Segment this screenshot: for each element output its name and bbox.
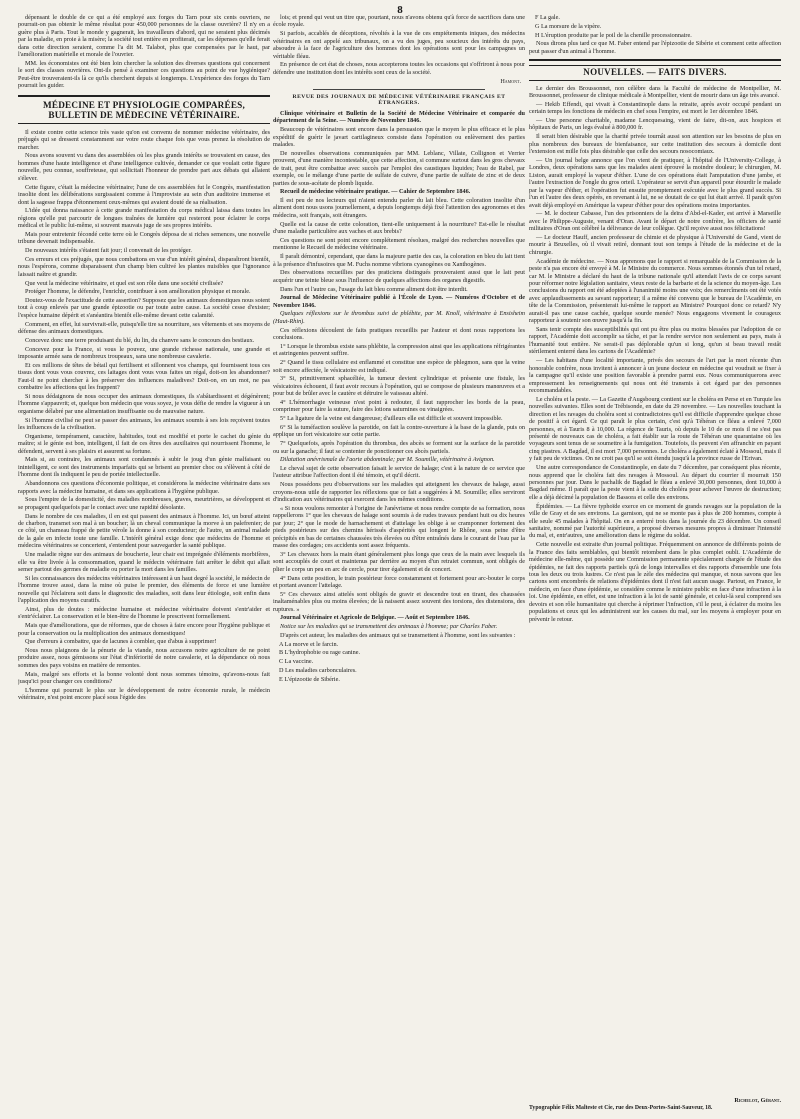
news-item: — Une personne charitable, madame Lencquesaing, vient de faire, dit-on, aux hospices et hôpitaux de Paris, un legs évalué à 800,000 fr. bbox=[529, 117, 781, 132]
news-item: — Les habitans d'une localité importante, privés des secours de l'art par la mort récente d'un honorable confrère, nous invitent à annoncer à un jeune docteur en médecine qui voudrait se fixer à la campagne qu'il existe une position favorable à prendre parmi eux. Nous communiquerons avec empressement les renseignements qui nous ont été transmis à cet égard par des personnes recommandables. bbox=[529, 357, 781, 394]
news-item: — M. le docteur Cabasse, l'un des prisonniers de la deïra d'Abd-el-Kader, est arrivé à Marseille avec le Philippe-Auguste, venant d'Oran. Avant le départ de notre confrère, les officiers de santé militaires d'Oran ont célébré la délivrance de leur collègue. Qu'il reçoive aussi nos félicitations! bbox=[529, 210, 781, 233]
separator bbox=[529, 59, 781, 61]
paragraph: Nous nous plaignons de la pénurie de la viande, nous accusons notre agriculture de ne point produire assez, nous gémissons sur l'état d'infériorité de notre cavalerie, et la dépendance où nous sommes des pays voisins en matière de remontes. bbox=[18, 647, 270, 669]
paragraph: Beaucoup de vétérinaires sont encore dans la persuasion que le moyen le plus efficace et le plus expéditif de guérir le javart cartilagineux consiste dans l'opération ou enlèvement des parties malades. bbox=[273, 126, 525, 148]
review-body bbox=[273, 110, 525, 683]
paragraph: Sous l'empire de la domesticité, des maladies nombreuses, graves, meurtrières, se développent et se propagent quelquefois par le contact avec une rapidité désolante. bbox=[18, 496, 270, 511]
news-item: Le choléra et la peste. — La Gazette d'Augsbourg contient sur le choléra en Perse et en Turquie les nouvelles suivantes. Elles sont de Trébisonde, en date du 29 novembre. — Les nouvelles touchant la direction et les ravages du choléra sont si contradictoires qu'il est difficile d'apprendre quelque chose de positif à cet égard. Ce qui paraît le plus certain, c'est qu'à Téhéran ce fléau a enlevé 7,000 personnes, et à Tauris 8 à 10,000. La régence de Tauris, où depuis le 10 de ce mois il ne s'est pas présenté de nouveaux cas de choléra, a fait établir sur la route de Téhéran une quarantaine où les voyageurs sont tenus de se soumettre à la fumigation. Toutefois, ils peuvent s'en affranchir en payant cinq piastres. A Bagdad, il est mort 7,000 personnes. Le choléra a également éclaté à Mossoul, mais il y fait peu de victimes. On ne croit pas qu'il se soit étendu jusqu'à la province russe de l'Erivan. bbox=[529, 395, 781, 463]
paragraph: Dans le nombre de ces maladies, il en est qui passent des animaux à l'homme. Ici, un bœuf atteint de charbon, transmet son mal à un boucher; là un cheval communique la morve à un palefrenier; de ce côté, un chameau frappé de petite vérole la donne à son conducteur; de l'autre, un animal malade de la gale en infecte toute une famille. L'intérêt général exige donc que médecins de l'homme et médecins vétérinaires se concertent, s'entendent pour sauvegarder la santé publique. bbox=[18, 512, 270, 550]
printer-imprint: Typographie Félix Malteste et Cie, rue des Deux-Portes-Saint-Sauveur, 18. bbox=[529, 1104, 713, 1111]
paragraph: Des observations recueillies par des praticiens distingués prouveraient aussi que le lait peut acquérir une teinte bleue sous l'influence de quelques affections des organes digestifs. bbox=[273, 269, 525, 284]
paragraph: Doutez-vous de l'exactitude de cette assertion? Supposez que les animaux domestiques nous soient tout à coup enlevés par une grande épizootie ou par toute autre cause. La société cesse d'exister; l'espèce humaine dépérit et s'anéantira bientôt elle-même devant cette calamité. bbox=[18, 297, 270, 319]
page-number: 8 bbox=[397, 4, 403, 16]
news-item: Une autre correspondance de Constantinople, en date du 7 décembre, par conséquent plus récente, nous apprend que le choléra fait des ravages à Mossoul. Au départ du courrier il mourrait 150 personnes par jour. Dans le pachalik de Bagdad le fléau a enlevé 30,000 personnes, dont 10,000 à Bagdad même. Il paraît que la peste vient à la suite du choléra pour achever l'œuvre de destruction; elle a déjà décimé la population de Bassora et celle des environs. bbox=[529, 464, 781, 501]
intro-text bbox=[273, 14, 525, 76]
paragraph: 1° Lorsque le thrombus existe sans phlébite, la compression ainsi que les applications réfrigérantes et astringentes peuvent suffire. bbox=[273, 342, 525, 358]
paragraph: Une maladie règne sur des animaux de boucherie, leur chair est imprégnée d'éléments morbifères, elle va être livrée à la consommation, quand le médecin vétérinaire fait arrêter le débit qui allait semer partout des germes de maladie ou porter la mort dans les familles. bbox=[18, 551, 270, 573]
paragraph: L'homme qui pourrait le plus sur le développement de notre économie rurale, le médecin vétérinaire, n'est point encore placé sous l'égide des bbox=[18, 686, 270, 702]
list-item: F La gale. bbox=[535, 14, 560, 21]
paragraph: MM. les économistes ont été bien loin chercher la solution des diverses questions qui concernent le sort des classes ouvrières. Ont-ils pensé à examiner ces questions au point de vue hygiénique? Peut-être trouveraient-ils là ce qu'ils cherchent depuis si longtemps. L'expérience des forges du Tarn pourrait les guider. bbox=[18, 60, 270, 90]
paragraph: Quelle est la cause de cette coloration, tient-elle uniquement à la nourriture? Est-elle le résultat d'une maladie particulière aux vaches et aux brebis? bbox=[273, 220, 525, 236]
paragraph: Si nous dédaignons de nous occuper des animaux domestiques, ils s'abâtardissent et dégénèrent; l'homme s'appauvrit; et, quelque bon médecin que vous soyez, je vous défie de rendre la vigueur à un organisme délabré par une alimentation insuffisante ou de mauvaise nature. bbox=[18, 392, 270, 415]
list-item: C La vaccine. bbox=[279, 658, 314, 666]
news-item: Sans tenir compte des susceptibilités qui ont pu être plus ou moins blessées par l'adoption de ce rapport, l'Académie doit accomplir sa tâche, et par la rendre service non seulement au pays, mais à l'humanité tout entière. Ne serait-il pas déplorable qu'un si long, qu'un si beau travail restât stérilement enterré dans les cartons de l'Académie? bbox=[529, 326, 781, 356]
paragraph: dépensant le double de ce qui a été employé aux forges du Tarn pour six cents ouvriers, ne pourrait-on pas obtenir le même résultat pour 450,000 personnes de la classe ouvrière? Il n'y en a guère plus à Paris. Tout le monde y gagnerait, les travailleurs d'abord, qui ne seraient plus décimés par la maladie, en proie à la misère; la société tout entière en profiterait, car les dépenses qu'elle ferait dans cette direction seraient, comme l'a dit M. Talabot, plus que compensées par le haut, par l'amélioration matérielle et morale de l'ouvrier. bbox=[18, 14, 270, 59]
paragraph: L'idée qui donna naissance à cette grande manifestation du corps médical laissa dans toutes les régions qu'elle put parcourir de longues traînées de lumière qui resteront pour éclairer le corps médical et le public lui-même, si souvent mauvais juge de ses propres intérêts. bbox=[18, 207, 270, 230]
paragraph: Concevez pour la France, si vous le pouvez, une grande richesse nationale, une grande et imposante armée sans de nombreux troupeaux, sans une nombreuse cavalerie. bbox=[18, 345, 270, 361]
news-item: Académie de médecine. — Nous apprenons que le rapport si remarquable de la Commission de la peste n'a pas encore été envoyé à M. le Ministre du commerce. Nous sommes étonnés d'un tel retard, car M. le Ministre a déclaré du haut de la tribune nationale qu'il attendait l'avis de ce corps savant pour réformer notre législation sanitaire, vieux reste de la barbarie et de la science du moyen-âge. Les conclusions du rapport ont été adoptées à l'unanimité moins une voix; des remercîments ont été votés avec applaudissements au savant rapporteur; il a même été convenu que le bureau de l'Académie, en tête de la Commission, présenterait lui-même le rapport au Ministre? Pourquoi donc ce retard? N'y aurait-il pas une cause cachée, quelque sourde menée? Nous engageons vivement le courageux rapporteur à soutenir son œuvre jusqu'à la fin. bbox=[529, 257, 781, 325]
article-body bbox=[18, 129, 270, 702]
news-item: — Hekib Effendi, qui vivait à Constantinople dans la retraite, après avoir occupé pendant un certain temps les fonctions de médecin en chef sous l'empire, est mort le 1er décembre 1846. bbox=[529, 100, 781, 116]
separator bbox=[313, 89, 485, 90]
paragraph: Ces questions ne sont point encore complétement résolues, malgré des recherches nouvelles que mentionne le Recueil de médecine vétérinaire. bbox=[273, 236, 525, 252]
paragraph: Nous avons souvent vu dans des assemblées où les plus grands intérêts se trouvaient en cause, des hommes d'une haute intelligence et d'une intelligence cultivée, demander ce que voulait cette figure nouvelle, peu connue, souffreteuse, qui sollicitait l'honneur de prendre part aux débats qui allaient s'élever. bbox=[18, 152, 270, 182]
paragraph: Mais que d'améliorations, que de réformes, que de choses à faire encore pour l'hygiène publique et pour la conservation ou la multiplication des animaux domestiques! bbox=[18, 622, 270, 637]
paragraph: Si les connaissances des médecins vétérinaires intéressent à un haut degré la société, le médecin de l'homme trouve aussi, dans la mine où puise le premier, des éléments de force et une lumière nouvelle qui l'éclairera soit dans le diagnostic des maladies, soit dans leur étiologie, soit enfin dans l'application des moyens curatifs. bbox=[18, 574, 270, 605]
column-right bbox=[529, 14, 781, 1112]
intro-text bbox=[18, 14, 270, 90]
paragraph: En présence de cet état de choses, nous accepterons toutes les occasions qui s'offriront à nous pour défendre une institution dont les intérêts sont ceux de la société. bbox=[273, 61, 525, 76]
column-middle bbox=[273, 14, 525, 1112]
paragraph: Il est peu de nos lecteurs qui n'aient entendu parler du lait bleu. Cette coloration insolite d'un aliment dont nous usons journellement, a depuis longtemps déjà fixé l'attention des agronomes et des médecins, soit français, soit étrangers. bbox=[273, 197, 525, 219]
paragraph: D'après cet auteur, les maladies des animaux qui se transmettent à l'homme, sont les suivantes : bbox=[280, 631, 516, 639]
journal-title: Journal de Médecine Vétérinaire publié à l'École de Lyon. — Numéros d'Octobre et de Novembre 1846. bbox=[273, 294, 525, 309]
news-heading: NOUVELLES. — FAITS DIVERS. bbox=[529, 65, 781, 80]
paragraph: Concevez donc une terre produisant du blé, du lin, du chanvre sans le concours des bestiaux. bbox=[25, 336, 255, 344]
paragraph: Dans l'un et l'autre cas, l'usage du lait bleu comme aliment doit être interdit. bbox=[280, 285, 468, 293]
editor-signature: Richelot, Gérant. bbox=[734, 1097, 781, 1104]
journal-title: Clinique vétérinaire et Bulletin de la Société de Médecine Vétérinaire et comparée du département de la Seine. — Numéro de Novembre 1846. bbox=[273, 109, 525, 125]
paragraph: Cette figure, c'était la médecine vétérinaire; l'une de ces assemblées fut le Congrès, manifestation insolite dont les délibérations surgissaient comme à l'improviste au sein d'un auditoire immense et dont la sagesse frappa d'étonnement ceux-mêmes qui avaient douté de sa réalisation. bbox=[18, 183, 270, 206]
paragraph: 6° Si la tuméfaction soulève la parotide, on fait la contre-ouverture à la base de la glande, puis on applique un fort vésicatoire sur cette partie. bbox=[273, 423, 525, 439]
paragraph: 3° Les chevaux hors la main étant généralement plus longs que ceux de la main avec lesquels ils sont accouplés de court et maintenus par derrière au moyen d'un retraiet commun, sont obligés de plier le corps un peu en arc de cercle, pour tirer également et de concert. bbox=[273, 550, 525, 573]
news-item: — Un journal belge annonce que l'on vient de pratiquer, à l'hôpital de l'University-College, à Londres, deux opérations sans que les malades aient éprouvé la moindre douleur; le chirurgien, M. Liston, aurait employé la vapeur d'éther. L'une de ces opérations était l'amputation d'une jambe, et l'autre l'extraction de l'ongle du gros orteil. L'opérateur se servit d'un appareil pour étourdir le malade par la vapeur d'éther, et l'opération fut ensuite promptement exécutée avec le plus grand succès. Si l'un et l'autre des deux opérés, en revenant à lui, ne se doutait de ce qui lui était arrivé. Il paraît qu'on avait déjà employé en Amérique la vapeur d'éther pour des opérations moins importantes. bbox=[529, 156, 781, 209]
news-item: Il serait bien désirable que la charité privée tournât aussi son attention sur les besoins de plus en plus nombreux des bureaux de bienfaisance, sur cette institution des secours à domicile dont l'extension est mille fois plus désirable que celle des secours nosocomiaux. bbox=[529, 133, 781, 156]
paragraph: Et ces millions de têtes de bétail qui fertilisent et sillonnent vos champs, qui fournissent tous ces tissus dont vous vous couvrez, ces laitages dont vous vous faites un régal, doit-on les abandonner? Faut-il ne point chercher à les préserver des influences maladives? Doit-on, en un mot, ne pas combattre les affections qui les frappent? bbox=[18, 361, 270, 392]
news-item: Cette nouvelle est extraite d'un journal politique. Fréquemment on annonce de différents points de la France des faits semblables, qui bientôt retombent dans le plus complet oubli. L'Académie de médecine elle-même, qui possède une Commission permanente spécialement chargée de l'étude des épidémies, ne fait des rapports partiels qu'à de longs intervalles et des rapports d'ensemble une fois tous les deux ou trois lustres. Ce n'est pas le zèle des médecins qui manque, et nous savons que les cartons sont encombrés de relations d'épidémies dont il n'est fait aucun usage. Partout, en France, le médecin, en face d'une épidémie, se considère comme le ministre public en face d'une infraction à la loi. Une épidémie, en effet, est une infraction à la loi de santé générale, et celui-là seul comprend ses devoirs et son rôle humanitaire qui cherche à réprimer l'infraction, s'il le peut, à éclairer du moins les populations et ceux qui les administrent sur les causes du mal, sur les moyens à employer pour en prévenir le retour. bbox=[529, 541, 781, 623]
paragraph: 5° La ligature de la veine est dangereuse; d'ailleurs elle est difficile et souvent impossible. bbox=[280, 415, 503, 423]
disease-list-continued bbox=[529, 14, 781, 55]
list-item: H L'éruption produite par le poil de la chenille processionnaire. bbox=[535, 31, 692, 39]
journal-title: Recueil de médecine vétérinaire pratique. — Cahier de Septembre 1846. bbox=[280, 188, 471, 196]
paragraph: Que d'erreurs à combattre, que de lacunes à combler, que d'abus à supprimer! bbox=[25, 638, 217, 646]
paragraph: 4° Dans cette position, le train postérieur force constamment et fortement pour arc-bouter le corps et portant avancer l'attelage. bbox=[273, 574, 525, 590]
author-signature: Hamont. bbox=[500, 78, 521, 86]
paragraph: Si parfois, accablés de déceptions, révoltés à la vue de ces empiétements iniques, des médecins vétérinaires en ont appelé aux tribunaux, on a vu des juges, peu soucieux des intérêts du pays, absoudre à la face de l'agriculture des hommes dont les opérations sont pour les campagnes un véritable fléau. bbox=[273, 30, 525, 60]
paragraph: 5° Ces chevaux ainsi attelés sont obligés de gravir et descendre tout en tirant, des chaussées inaltaménables plus ou moins élevées; de là naissent assez souvent des torsions, des distensions, des ruptures. » bbox=[273, 590, 525, 613]
list-item: A La morve et le farcin. bbox=[279, 640, 339, 648]
paragraph: 3° Si, primitivement sphacéliée, la tumeur devient cylindrique et présente une fistule, les vésicatoires échouent, il faut avoir recours à l'opération, qui se compose de plusieurs manœuvres et a pour but de brûler avec le cautère et détruire le vaisseau altéré. bbox=[273, 375, 525, 398]
news-item: Le dernier des Broussonnet, non célèbre dans la Faculté de médecine de Montpellier, M. Broussonnet, professeur de clinique médicale à Montpellier, vient de mourir dans un âge très avancé. bbox=[529, 84, 781, 100]
paragraph: Protéger l'homme, le défendre, l'enrichir, contribuer à son amélioration physique et morale. bbox=[25, 288, 251, 296]
paragraph: Le cheval sujet de cette observation faisait le service de halage; c'est à la nature de ce service que l'auteur attribue l'affection dont il été témoin, et qu'il décrit. bbox=[273, 465, 525, 480]
section-heading-review: REVUE DES JOURNAUX DE MÉDECINE VÉTÉRINAIRE FRANÇAIS ET ÉTRANGERS. bbox=[292, 93, 506, 107]
paragraph: Si l'homme civilisé ne peut se passer des animaux, les animaux soumis à ses lois reçoivent toutes les influences de la civilisation. bbox=[18, 416, 270, 432]
list-item: E L'épizootie de Sibérie. bbox=[279, 675, 340, 683]
paragraph: Il existe contre cette science très vaste qu'on est convenu de nommer médecine vétérinaire, des préjugés qui se dressent constamment sur votre route chaque fois que vous prenez la résolution de marcher. bbox=[18, 128, 270, 151]
paragraph: 4° L'hémorrhagie veineuse n'est point à redouter, il faut rapprocher les bords de la peau, comprimer pour faire la suture, faire des lotions saturnines ou vinaigrées. bbox=[273, 398, 525, 414]
paragraph: 2° Quand le tissu cellulaire est enflammé et constitue une espèce de phlegmon, sans que la veine soit encore affectée, le vésicatoire est indiqué. bbox=[273, 359, 525, 374]
paragraph: De nouveaux intérêts s'étaient fait jour; il convenait de les protéger. bbox=[25, 247, 192, 255]
news-item: — Le docteur Hauff, ancien professeur de chimie et de physique à l'Université de Gand, vient de mourir à Bruxelles, où il vivait retiré, donnant tout son temps à l'étude de la médecine et de la chirurgie. bbox=[529, 234, 781, 256]
list-item: G La morsure de la vipère. bbox=[535, 22, 602, 30]
list-item: B L'hydrophobie ou rage canine. bbox=[279, 649, 361, 657]
article-subtitle: Quelques réflexions sur le thrombus suivi de phlébite, par M. Knoll, vétérinaire à Ensisheim (Haut-Rhin). bbox=[273, 310, 525, 325]
section-heading-veterinary: MÉDECINE ET PHYSIOLOGIE COMPARÉES, BULLETIN DE MÉDECINE VÉTÉRINAIRE. bbox=[18, 95, 270, 124]
paragraph: De nouvelles observations communiquées par MM. Leblanc, Villate, Collignon et Verrier prouvent, d'une manière incontestable, que cette affection, si commune surtout dans les gros chevaux de trait, peut être combattue avec succès par l'emploi des caustiques liquides; l'eau de Rabel, par exemple, ou le mélange d'une partie de sulfate de cuivre, d'une partie de sulfate de zinc et de deux parties de sous-acétate de plomb liquide. bbox=[273, 149, 525, 187]
news-body bbox=[529, 85, 781, 624]
journal-title: Journal Vétérinaire et Agricole de Belgique. — Août et Septembre 1846. bbox=[280, 614, 470, 622]
article-subtitle: Notice sur les maladies qui se transmettent des animaux à l'homme; par Charles Faber. bbox=[280, 623, 498, 631]
list-item: D Les maladies carbonculaires. bbox=[279, 666, 357, 674]
paragraph: Mais pour entretenir fécondé cette terre où le Congrès déposa de si riches semences, une nouvelle tribune devenait indispensable. bbox=[18, 230, 270, 246]
paragraph: Comment, en effet, lui survivrait-elle, puisqu'elle tire sa nourriture, ses vêtements et ses moyens de défense des animaux domestiques. bbox=[18, 320, 270, 336]
footer bbox=[529, 1097, 781, 1112]
paragraph: Ainsi, plus de doutes : médecine humaine et médecine vétérinaire doivent s'entr'aider et s'entr'éclairer. La conservation et le bien-être de l'homme le prescrivent formellement. bbox=[18, 605, 270, 621]
paragraph: lois; et prend qui veut un titre que, pourtant, nous n'avons obtenu qu'à force de sacrifices dans une école royale. bbox=[273, 14, 525, 29]
paragraph: Que veut la médecine vétérinaire, et quel est son rôle dans une société civilisée? bbox=[25, 279, 224, 287]
column-left bbox=[18, 14, 270, 1112]
paragraph: Ces erreurs et ces préjugés, que nous combattons en vue d'un intérêt général, disparaîtront bientôt, nous l'espérons, comme disparaissent d'un champ bien cultivé les plantes nuisibles que l'ignorance laissait naître et grandir. bbox=[18, 255, 270, 278]
news-item: Épidémies. — La fièvre typhoïde exerce en ce moment de grands ravages sur la population de la ville de Gray et de ses environs. La garnison, qui ne se monte pas à plus de 200 hommes, compte à elle seule 45 malades à l'hôpital. On en a enterré trois dans la journée du 23 décembre. Un conseil sanitaire, nommé par l'autorité supérieure, a proposé diverses mesures propres à diminuer l'intensité du mal, et, entr'autres, une amélioration dans le régime du soldat. bbox=[529, 502, 781, 540]
paragraph: Mais, malgré ses efforts et la bonne volonté dont nous sommes témoins, qu'avons-nous fait jusqu'ici pour changer ces conditions? bbox=[18, 670, 270, 686]
paragraph: Abandonnons ces questions d'économie politique, et considérons la médecine vétérinaire dans ses rapports avec la médecine humaine, et dans ses applications à l'hygiène publique. bbox=[18, 480, 270, 495]
paragraph: Il paraît démontré, cependant, que dans la majeure partie des cas, la coloration en bleu du lait tient à la présence d'infusoires que M. Fuchs nomme vibrions cyanogènes ou Xanthogènes. bbox=[273, 253, 525, 268]
paragraph: Organisme, tempérament, caractère, habitudes, tout est modifié et porte le cachet du génie du maître; si le génie est bon, intelligent, il fait de ces êtres des auxiliaires qui nourrissent l'homme, le défendent, servent à ses plaisirs et assurent sa fortune. bbox=[18, 432, 270, 455]
paragraph: Ces réflexions découlent de faits pratiques recueillis par l'auteur et dont nous rapportons les conclusions. bbox=[273, 326, 525, 342]
paragraph: Mais si, au contraire, les animaux sont condamnés à subir le joug d'un génie malfaisant ou inintelligent, ce sont des instruments imparfaits qui se brisent au premier choc ou s'élèvent à côté de l'homme dont ils indiquent le peu de portée intellectuelle. bbox=[18, 456, 270, 479]
paragraph: Nous possédons peu d'observations sur les maladies qui atteignent les chevaux de halage, aussi croyons-nous utile de rapporter les réflexions que ce fait a suggérées à M. Soumille; elles serviront d'indication aux vétérinaires qui exercent dans les mêmes conditions. bbox=[273, 481, 525, 504]
paragraph: « Si nous voulons remonter à l'origine de l'anévrisme et nous rendre compte de sa formation, nous rappellerons 1° que les chevaux de halage sont soumis à de rudes travaux pendant huit ou dix heures par jour; 2° que le mode de harnachement et d'attelage les oblige à se cramponner fortement des pieds postérieurs sur des chemins hérissés d'aspérités qui longent le Rhône, sous peine d'être précipités en bas de certaines chaussées très élevées ou d'être entraînés dans le courant de l'eau par la masse des cordages; ces accidents sont assez fréquents. bbox=[273, 504, 525, 550]
paragraph: 7° Quelquefois, après l'opération du thrombus, des abcès se forment sur la surface de la parotide ou sur la ganache; il faut se contenter de ponctionner ces abcès partiels. bbox=[273, 440, 525, 455]
paragraph: Nous dirons plus tard ce que M. Faber entend par l'épizootie de Sibérie et comment cette affection peut passer d'un animal à l'homme. bbox=[529, 40, 781, 55]
article-subtitle: Dilatation anévrismale de l'aorte abdominale; par M. Soumille, vétérinaire à Avignon. bbox=[280, 456, 495, 464]
